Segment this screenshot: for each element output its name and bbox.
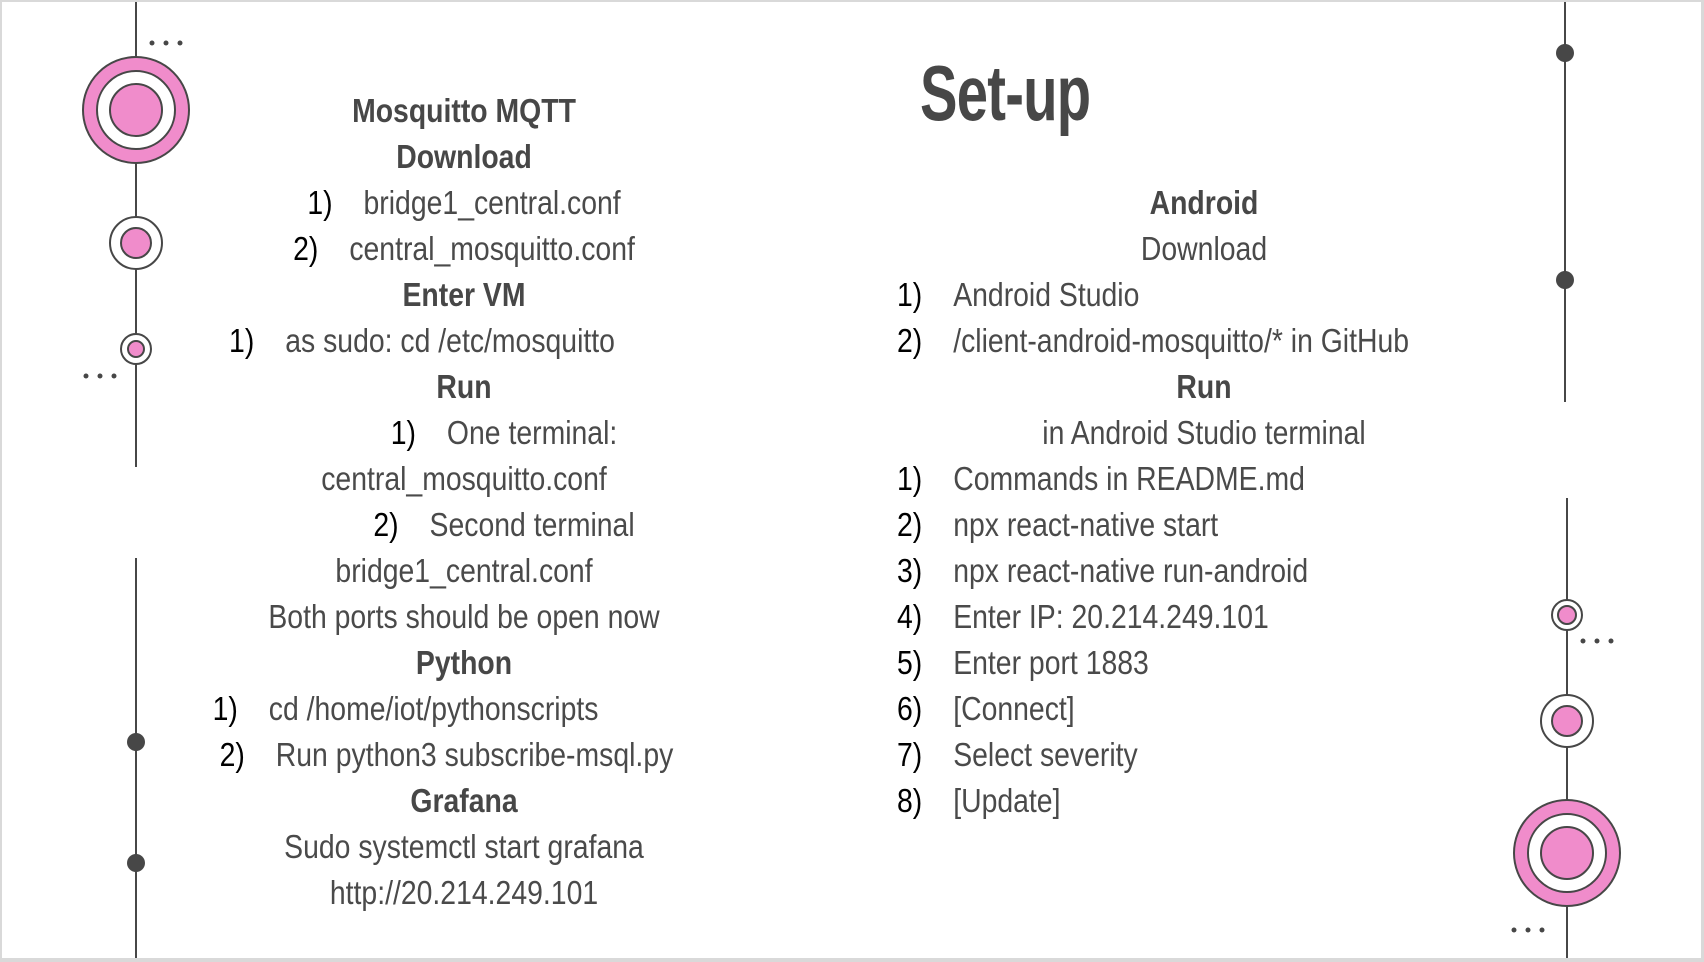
- list-item: [197, 732, 753, 778]
- list-item: [897, 272, 1413, 318]
- list-item: [897, 548, 1413, 594]
- list-text: One terminal:: [446, 414, 618, 451]
- ring-circle-icon: [1552, 600, 1582, 630]
- list-text: [Connect]: [953, 690, 1075, 727]
- list-number: 8): [897, 782, 923, 819]
- list-number: 2): [897, 322, 923, 359]
- list-text: cd /home/iot/pythonscripts: [268, 690, 599, 727]
- note-text: Both ports should be open now: [268, 598, 660, 635]
- list-text: Run python3 subscribe-msql.py: [275, 736, 674, 773]
- section-heading: Android: [1149, 184, 1259, 221]
- subheading-text: in Android Studio terminal: [1042, 414, 1366, 451]
- list-text: Android Studio: [953, 276, 1140, 313]
- list-item: [298, 410, 711, 456]
- list-item-continuation: central_mosquitto.conf: [321, 460, 607, 497]
- list-number: 2): [219, 736, 245, 773]
- list-item: [897, 318, 1499, 364]
- list-text: as sudo: cd /etc/mosquitto: [285, 322, 615, 359]
- list-text: Select severity: [953, 736, 1138, 773]
- list-item: [897, 732, 1413, 778]
- subsection-heading: Python: [415, 644, 513, 681]
- slide: [2, 2, 1701, 958]
- list-item: [298, 502, 711, 548]
- subsection-heading: Download: [1140, 230, 1268, 267]
- list-text: /client-android-mosquitto/* in GitHub: [953, 322, 1410, 359]
- list-text: Enter IP: 20.214.249.101: [953, 598, 1269, 635]
- ring-circle-icon: [121, 334, 151, 364]
- list-item-continuation: bridge1_central.conf: [335, 552, 593, 589]
- grafana-url: http://20.214.249.101: [329, 874, 599, 911]
- list-number: 1): [897, 460, 923, 497]
- list-number: 2): [897, 506, 923, 543]
- list-item: [897, 778, 1413, 824]
- list-item: [190, 686, 660, 732]
- grafana-command: Sudo systemctl start grafana: [284, 828, 644, 865]
- list-number: 2): [293, 230, 319, 267]
- ring-circle-icon: [1541, 695, 1593, 747]
- ring-circle-icon: [110, 217, 162, 269]
- target-circle-icon: [83, 57, 189, 163]
- list-item: [190, 318, 654, 364]
- list-number: 1): [229, 322, 255, 359]
- list-text: npx react-native start: [953, 506, 1219, 543]
- list-text: bridge1_central.conf: [363, 184, 621, 221]
- timeline-decoration: [2, 2, 1701, 958]
- list-item: [897, 502, 1413, 548]
- subsection-heading: Enter VM: [402, 276, 526, 313]
- list-number: 6): [897, 690, 923, 727]
- list-text: [Update]: [953, 782, 1061, 819]
- list-number: 1): [390, 414, 416, 451]
- list-item: [249, 226, 679, 272]
- list-item: [266, 180, 662, 226]
- slide-title: Set-up: [920, 49, 1091, 137]
- list-number: 1): [897, 276, 923, 313]
- subsection-heading: Run: [436, 368, 492, 405]
- subsection-heading: Grafana: [410, 782, 518, 819]
- list-number: 1): [307, 184, 333, 221]
- list-text: Enter port 1883: [953, 644, 1149, 681]
- section-heading: Mosquitto MQTT: [352, 92, 576, 129]
- list-item: [897, 640, 1413, 686]
- list-number: 1): [212, 690, 238, 727]
- list-item: [897, 456, 1413, 502]
- list-number: 7): [897, 736, 923, 773]
- target-circle-icon: [1514, 800, 1620, 906]
- list-item: [897, 686, 1413, 732]
- list-text: Commands in README.md: [953, 460, 1305, 497]
- subsection-heading: Run: [1176, 368, 1232, 405]
- list-text: central_mosquitto.conf: [349, 230, 635, 267]
- subsection-heading: Download: [396, 138, 532, 175]
- list-item: [897, 594, 1413, 640]
- list-text: npx react-native run-android: [953, 552, 1309, 589]
- list-text: Second terminal: [429, 506, 635, 543]
- list-number: 5): [897, 644, 923, 681]
- list-number: 2): [373, 506, 399, 543]
- list-number: 3): [897, 552, 923, 589]
- list-number: 4): [897, 598, 923, 635]
